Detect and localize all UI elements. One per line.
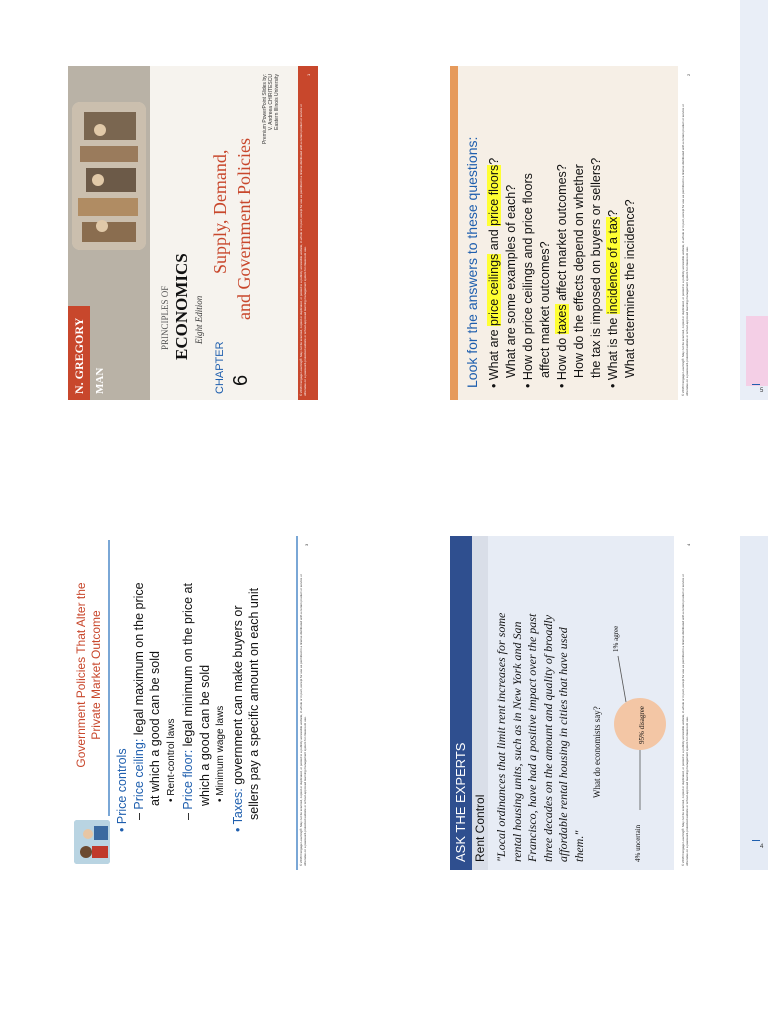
quote-line: Francisco, have had a positive impact over the past: [525, 613, 539, 862]
list-item: • Price controls: [115, 748, 129, 832]
banner: [450, 536, 472, 870]
list-item: • How do taxes affect market outcomes?: [555, 164, 569, 388]
leader-line-agree: [618, 656, 626, 702]
quote-line: them.": [571, 830, 586, 862]
top-accent-bar: [450, 66, 458, 400]
list-item: • Taxes: government can make buyers or: [230, 605, 245, 832]
label-agree: 1% agree: [612, 625, 620, 652]
quote-line: affordable rental housing in cities that have used: [556, 627, 570, 862]
author-suffix: MAN: [94, 367, 106, 394]
chapter-title-line1: Supply, Demand,: [210, 149, 230, 274]
edition: Eight Edition: [194, 295, 204, 344]
economics-title: ECONOMICS: [172, 253, 191, 360]
chapter-number: 6: [230, 374, 252, 386]
partial-slide-number: 5: [760, 388, 764, 394]
cover-banner: [68, 66, 150, 400]
quote-panel: [488, 536, 674, 870]
credits: [262, 74, 280, 186]
cover-body: [150, 66, 298, 400]
slide-2: [450, 66, 700, 400]
list-item: which a good can be sold: [197, 664, 212, 806]
market-photo-icon: [72, 102, 146, 250]
footer: [676, 536, 700, 870]
subtitle-bar: [472, 536, 488, 870]
copyright-notice: © 2018 Cengage Learning®. May not be scanned, copied or duplicated, or posted to a publicly accessible website, in whole or in part, except for use as permitted in a license distributed with a certain product or service or otherwise on a password-protected website or school-approved learning management system for classroom use.: [681, 574, 689, 866]
footer-divider: [296, 536, 298, 870]
credit-line: V. Andreea CHIRITESCU: [268, 74, 274, 131]
list-item: • How do price ceilings and price floors: [521, 173, 535, 388]
copyright-notice: © 2018 Cengage Learning®. May not be scanned, copied or duplicated, or posted to a publicly accessible website, in whole or in part, except for use as permitted in a license distributed with a certain product or service or otherwise on a password-protected website or school-approved learning management system for classroom use.: [299, 104, 307, 396]
illustration: [74, 820, 110, 864]
poll-pie-chart: [600, 536, 674, 870]
quote-line: rental housing units, such as in New York and San: [509, 621, 524, 862]
questions-heading: Look for the answers to these questions:: [464, 136, 480, 388]
footer: [678, 66, 700, 400]
principles-of: PRINCIPLES OF: [160, 285, 170, 350]
partial-slide-next-2: [740, 536, 768, 870]
slide-3: [68, 536, 318, 870]
list-item: • Minimum wage laws: [215, 705, 226, 802]
credit-line: Eastern Illinois University: [274, 74, 280, 130]
partial-slide-rule: [752, 840, 760, 841]
title-line: Government Policies That Alter the: [74, 582, 88, 768]
cover-photo: [72, 102, 146, 250]
list-item: What are some examples of each?: [504, 184, 518, 378]
page-number: 3: [304, 543, 309, 546]
quote-line: three decades on the amount and quality of broadly: [540, 614, 555, 862]
slide-1: [68, 66, 318, 400]
partial-slide-next: [740, 0, 768, 400]
copyright-notice: © 2018 Cengage Learning®. May not be scanned, copied or duplicated, or posted to a publicly accessible website, in whole or in part, except for use as permitted in a license distributed with a certain product or service or otherwise on a password-protected website or school-approved learning management system for classroom use.: [681, 104, 689, 396]
partial-slide-accent: [746, 316, 768, 386]
content-list: [114, 542, 263, 832]
page-number: 2: [686, 73, 691, 76]
slide-title: [74, 550, 104, 800]
author-name: N. GREGORY: [68, 306, 90, 400]
list-item: the tax is imposed on buyers or sellers?: [589, 157, 603, 378]
title-divider: [108, 540, 110, 816]
slide-4: [450, 536, 700, 870]
page-number: 4: [686, 543, 691, 546]
list-item: • What are price ceilings and price floors?: [487, 157, 501, 388]
banner-title: ASK THE EXPERTS: [453, 742, 468, 862]
label-uncertain: 4% uncertain: [634, 824, 642, 862]
poll-question: What do economists say?: [592, 706, 602, 798]
list-item: – Price floor: legal minimum on the price at: [181, 583, 195, 820]
chapter-title-line2: and Government Policies: [234, 138, 254, 320]
list-item: at which a good can be sold: [148, 651, 162, 806]
slide-1-content: [68, 66, 318, 400]
list-item: – Price ceiling: legal maximum on the price: [131, 582, 146, 820]
chapter-label: CHAPTER: [214, 341, 226, 394]
list-item: • Rent-control laws: [165, 718, 177, 802]
question-list: [486, 70, 639, 388]
subtitle: Rent Control: [473, 794, 487, 862]
slide-2-content: [450, 66, 700, 400]
quote: [494, 542, 587, 862]
list-item: sellers pay a specific amount on each unit: [247, 587, 261, 820]
partial-slide-number: 4: [760, 844, 764, 850]
slide-4-content: [450, 536, 700, 870]
slide-3-content: [68, 536, 318, 870]
label-disagree: 95% disagree: [638, 706, 646, 744]
title-line: Private Market Outcome: [89, 610, 103, 740]
copyright-notice: © 2018 Cengage Learning®. May not be scanned, copied or duplicated, or posted to a publicly accessible website, in whole or in part, except for use as permitted in a license distributed with a certain product or service or otherwise on a password-protected website or school-approved learning management system for classroom use.: [299, 574, 307, 866]
people-icon: [74, 820, 110, 864]
list-item: affect market outcomes?: [538, 241, 552, 378]
list-item: • What is the incidence of a tax?: [606, 209, 620, 388]
page-number: 1: [306, 73, 311, 76]
quote-line: "Local ordinances that limit rent increases for some: [494, 612, 508, 862]
list-item: How do the effects depend on whether: [572, 164, 586, 378]
list-item: What determines the incidence?: [623, 199, 637, 378]
credit-line: Premium PowerPoint Slides by:: [262, 74, 268, 145]
partial-slide-rule: [752, 384, 760, 385]
cover-footer: [298, 66, 318, 400]
footer: [296, 536, 318, 870]
